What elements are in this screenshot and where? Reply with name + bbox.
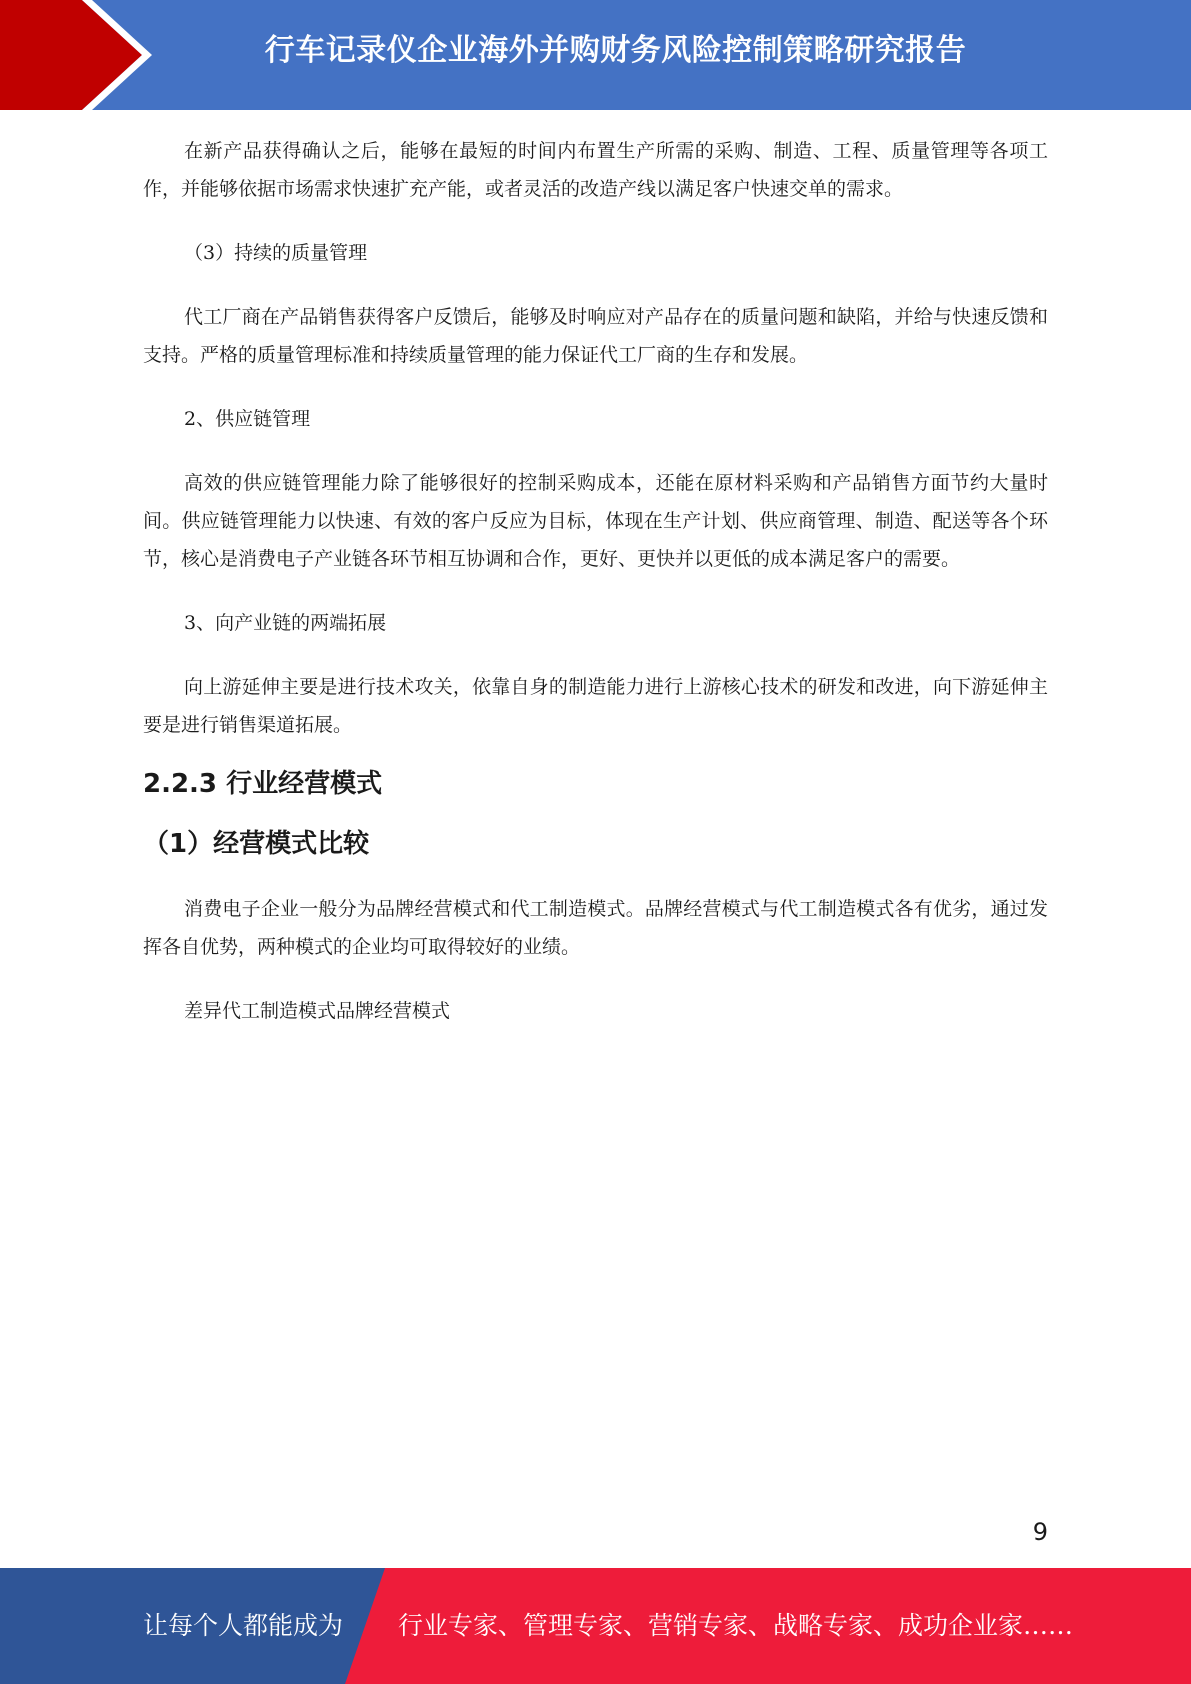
report-title: 行车记录仪企业海外并购财务风险控制策略研究报告 <box>264 33 967 68</box>
paragraph-value-chain-expansion: 向上游延伸主要是进行技术攻关，依靠自身的制造能力进行上游核心技术的研发和改进，向下游延伸主要是进行销售渠道拓展。 <box>143 676 1048 736</box>
page-number: 9 <box>1032 1518 1048 1546</box>
footer-slogan-left: 让每个人都能成为 <box>143 1611 344 1640</box>
footer-slogan-right: 行业专家、管理专家、营销专家、战略专家、成功企业家…… <box>398 1611 1074 1640</box>
heading-business-model-comparison: （1）经营模式比较 <box>143 829 370 859</box>
paragraph-supply-chain: 高效的供应链管理能力除了能够很好的控制采购成本，还能在原材料采购和产品销售方面节约大量时间。供应链管理能力以快速、有效的客户反应为目标，体现在生产计划、供应商管理、制造、配送等各个环节，核心是消费电子产业链各环节相互协调和合作，更好、更快并以更低的成本满足客户的需要。 <box>143 472 1048 570</box>
table-caption: 差异代工制造模式品牌经营模式 <box>184 1000 451 1022</box>
page-header <box>0 0 1191 110</box>
paragraph-business-model-comparison: 消费电子企业一般分为品牌经营模式和代工制造模式。品牌经营模式与代工制造模式各有优劣，通过发挥各自优势，两种模式的企业均可取得较好的业绩。 <box>143 898 1048 958</box>
paragraph-production-capacity: 在新产品获得确认之后，能够在最短的时间内布置生产所需的采购、制造、工程、质量管理等各项工作，并能够依据市场需求快速扩充产能，或者灵活的改造产线以满足客户快速交单的需求。 <box>143 140 1048 200</box>
section-value-chain-expansion-title: 3、向产业链的两端拓展 <box>184 612 387 634</box>
heading-industry-business-model: 2.2.3 行业经营模式 <box>143 769 383 799</box>
paragraph-quality-management: 代工厂商在产品销售获得客户反馈后，能够及时响应对产品存在的质量问题和缺陷，并给与快速反馈和支持。严格的质量管理标准和持续质量管理的能力保证代工厂商的生存和发展。 <box>143 306 1048 366</box>
document-body <box>143 132 1048 1030</box>
item-quality-management-title: （3）持续的质量管理 <box>184 242 368 264</box>
page-footer <box>0 1568 1191 1684</box>
section-supply-chain-title: 2、供应链管理 <box>184 408 311 430</box>
